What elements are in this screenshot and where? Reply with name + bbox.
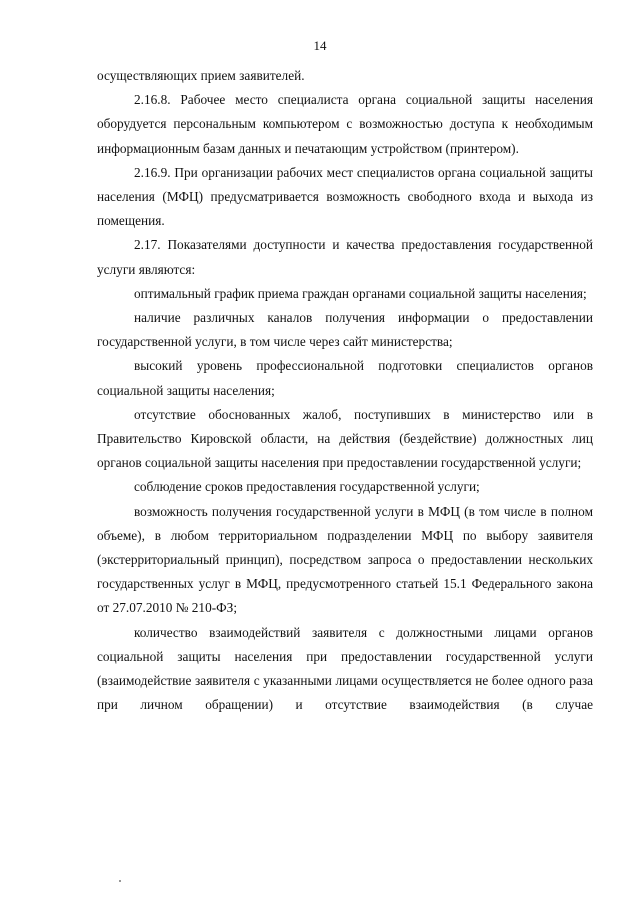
list-item-deadlines: соблюдение сроков предоставления государственной услуги; [134,479,480,495]
list-item-channels: наличие различных каналов получения информации о предоставлении государственной услуги, в том числе через сайт министерства; [97,310,593,350]
paragraph-2-17: 2.17. Показателями доступности и качества предоставления государственной услуги являются: [97,237,593,277]
list-item-complaints: отсутствие обоснованных жалоб, поступивших в министерство или в Правительство Кировской области, на действия (бездействие) должностных лиц органов социальной защиты населения при предоставлении государственной услуги; [97,406,593,471]
paragraph-2-16-9: 2.16.9. При организации рабочих мест специалистов органа социальной защиты населения (МФЦ) предусматривается возможность свободного входа и выхода из помещения. [97,164,593,229]
list-item-mfc: возможность получения государственной услуги в МФЦ (в том числе в полном объеме), в любом территориальном подразделении МФЦ по выбору заявителя (экстерриториальный принцип), посредством запроса о предоставлении нескольких государственных услуг в МФЦ, предусмотренного статьей 15.1 Федерального закона от 27.07.2010 № 210-ФЗ; [97,503,593,616]
document-body [97,64,593,717]
list-item-schedule: оптимальный график приема граждан органами социальной защиты населения; [134,285,587,301]
paragraph-continuation: осуществляющих прием заявителей. [97,68,305,83]
scan-speck [119,880,121,882]
page-number: 14 [313,38,327,53]
list-item-interactions: количество взаимодействий заявителя с должностными лицами органов социальной защиты населения при предоставлении государственной услуги (взаимодействие заявителя с указанными лицами осуществляется не более одного раза при личном обращении) и отсутствие взаимодействия (в случае [97,624,593,713]
list-item-qualification: высокий уровень профессиональной подготовки специалистов органов социальной защиты населения; [97,358,593,398]
paragraph-2-16-8: 2.16.8. Рабочее место специалиста органа социальной защиты населения оборудуется персональным компьютером с возможностью доступа к необходимым информационным базам данных и печатающим устройством (принтером). [97,92,593,156]
